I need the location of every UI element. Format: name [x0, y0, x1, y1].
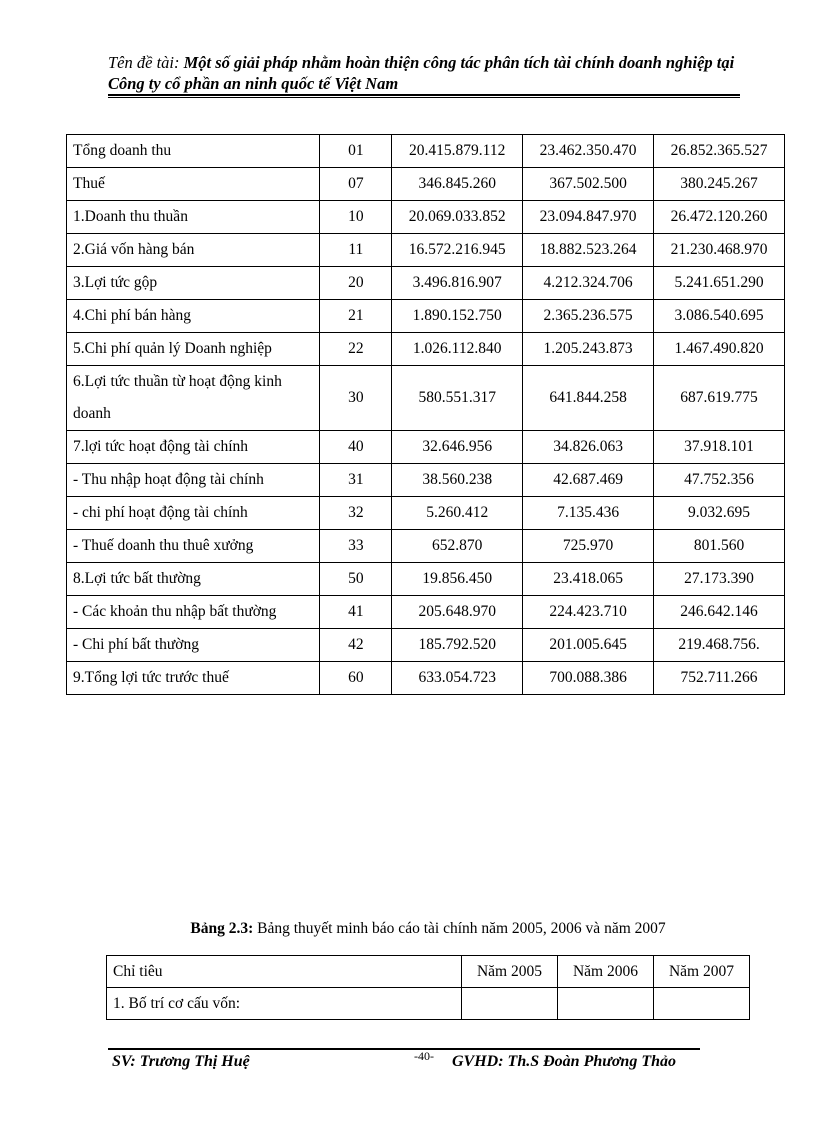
cell-value-2005: 19.856.450	[392, 563, 523, 596]
table-row	[67, 267, 785, 300]
cell-value-2006: 18.882.523.264	[523, 234, 654, 267]
financial-notes-table	[106, 955, 750, 1020]
cell-code: 41	[320, 596, 392, 629]
cell-value-2006: 1.205.243.873	[523, 333, 654, 366]
cell-value-2005: 1.890.152.750	[392, 300, 523, 333]
cell-item: Thuế	[67, 168, 320, 201]
caption-text: Bảng thuyết minh báo cáo tài chính năm 2005, 2006 và năm 2007	[257, 920, 666, 937]
table-row	[67, 662, 785, 695]
cell-item: - Thu nhập hoạt động tài chính	[67, 464, 320, 497]
cell-item: 6.Lợi tức thuần từ hoạt động kinh doanh	[67, 366, 320, 431]
cell-code: 20	[320, 267, 392, 300]
cell-value-2006: 641.844.258	[523, 366, 654, 431]
cell-value-2006: 42.687.469	[523, 464, 654, 497]
page-header	[108, 52, 748, 94]
cell-value-2007: 5.241.651.290	[654, 267, 785, 300]
cell-item: 9.Tổng lợi tức trước thuế	[67, 662, 320, 695]
cell-value-2006	[558, 988, 654, 1020]
cell-value-2005: 652.870	[392, 530, 523, 563]
table-caption	[108, 920, 748, 938]
cell-item: - Thuế doanh thu thuê xưởng	[67, 530, 320, 563]
cell-value-2007: 219.468.756.	[654, 629, 785, 662]
cell-code: 30	[320, 366, 392, 431]
cell-code: 32	[320, 497, 392, 530]
cell-item: - Chi phí bất thường	[67, 629, 320, 662]
table-row	[67, 366, 785, 431]
cell-value-2005: 346.845.260	[392, 168, 523, 201]
cell-item: 4.Chi phí bán hàng	[67, 300, 320, 333]
income-statement-table	[66, 134, 785, 695]
cell-value-2005: 20.415.879.112	[392, 135, 523, 168]
cell-value-2006: 700.088.386	[523, 662, 654, 695]
header-cell-item: Chỉ tiêu	[107, 956, 462, 988]
cell-value-2006: 34.826.063	[523, 431, 654, 464]
cell-item: 1.Doanh thu thuần	[67, 201, 320, 234]
cell-value-2007: 47.752.356	[654, 464, 785, 497]
footer-advisor: GVHD: Th.S Đoàn Phương Thảo	[452, 1053, 676, 1070]
header-label: Tên đề tài:	[108, 53, 180, 72]
cell-code: 31	[320, 464, 392, 497]
cell-value-2006: 201.005.645	[523, 629, 654, 662]
cell-value-2007: 3.086.540.695	[654, 300, 785, 333]
cell-code: 40	[320, 431, 392, 464]
cell-value-2006: 23.418.065	[523, 563, 654, 596]
cell-value-2007: 1.467.490.820	[654, 333, 785, 366]
page-number: -40-	[414, 1049, 434, 1063]
cell-value-2006: 4.212.324.706	[523, 267, 654, 300]
cell-value-2007: 27.173.390	[654, 563, 785, 596]
footer-rule	[108, 1048, 700, 1050]
cell-value-2006: 23.462.350.470	[523, 135, 654, 168]
header-title: Một số giải pháp nhằm hoàn thiện công tác phân tích tài chính doanh nghiệp tại Công ty cổ phần an ninh quốc tế Việt Nam	[108, 53, 735, 93]
table-row	[67, 596, 785, 629]
cell-item: Tổng doanh thu	[67, 135, 320, 168]
table-row	[107, 988, 750, 1020]
cell-value-2006: 367.502.500	[523, 168, 654, 201]
table-row	[67, 629, 785, 662]
cell-value-2005: 185.792.520	[392, 629, 523, 662]
cell-value-2006: 224.423.710	[523, 596, 654, 629]
cell-code: 01	[320, 135, 392, 168]
cell-code: 11	[320, 234, 392, 267]
cell-value-2007: 752.711.266	[654, 662, 785, 695]
header-cell-2005: Năm 2005	[462, 956, 558, 988]
cell-item: 8.Lợi tức bất thường	[67, 563, 320, 596]
table-row	[67, 530, 785, 563]
cell-value-2005	[462, 988, 558, 1020]
cell-code: 60	[320, 662, 392, 695]
cell-code: 33	[320, 530, 392, 563]
cell-value-2007: 26.852.365.527	[654, 135, 785, 168]
cell-value-2007: 26.472.120.260	[654, 201, 785, 234]
cell-value-2007: 380.245.267	[654, 168, 785, 201]
cell-value-2005: 20.069.033.852	[392, 201, 523, 234]
cell-value-2006: 23.094.847.970	[523, 201, 654, 234]
cell-value-2007: 37.918.101	[654, 431, 785, 464]
cell-code: 21	[320, 300, 392, 333]
cell-item: - chi phí hoạt động tài chính	[67, 497, 320, 530]
cell-value-2007	[654, 988, 750, 1020]
cell-code: 22	[320, 333, 392, 366]
cell-value-2007: 9.032.695	[654, 497, 785, 530]
header-cell-2006: Năm 2006	[558, 956, 654, 988]
cell-code: 10	[320, 201, 392, 234]
cell-value-2006: 2.365.236.575	[523, 300, 654, 333]
table-row	[67, 135, 785, 168]
cell-value-2007: 687.619.775	[654, 366, 785, 431]
table-row	[67, 497, 785, 530]
cell-value-2005: 580.551.317	[392, 366, 523, 431]
cell-item: 1. Bố trí cơ cấu vốn:	[107, 988, 462, 1020]
table-row	[67, 168, 785, 201]
cell-value-2005: 3.496.816.907	[392, 267, 523, 300]
cell-value-2005: 5.260.412	[392, 497, 523, 530]
cell-code: 42	[320, 629, 392, 662]
table-row	[67, 563, 785, 596]
cell-value-2005: 205.648.970	[392, 596, 523, 629]
cell-item: - Các khoản thu nhập bất thường	[67, 596, 320, 629]
cell-value-2007: 21.230.468.970	[654, 234, 785, 267]
caption-label: Bảng 2.3:	[190, 920, 254, 937]
cell-value-2007: 801.560	[654, 530, 785, 563]
cell-item: 7.lợi tức hoạt động tài chính	[67, 431, 320, 464]
cell-value-2006: 7.135.436	[523, 497, 654, 530]
table-row	[67, 431, 785, 464]
cell-value-2005: 1.026.112.840	[392, 333, 523, 366]
cell-value-2005: 32.646.956	[392, 431, 523, 464]
cell-item: 5.Chi phí quản lý Doanh nghiệp	[67, 333, 320, 366]
header-cell-2007: Năm 2007	[654, 956, 750, 988]
cell-item: 2.Giá vốn hàng bán	[67, 234, 320, 267]
cell-value-2005: 633.054.723	[392, 662, 523, 695]
cell-value-2005: 16.572.216.945	[392, 234, 523, 267]
table-row	[67, 464, 785, 497]
cell-code: 50	[320, 563, 392, 596]
header-rule	[108, 94, 740, 98]
table-header-row	[107, 956, 750, 988]
cell-value-2006: 725.970	[523, 530, 654, 563]
footer-student: SV: Trương Thị Huệ	[112, 1053, 250, 1070]
cell-value-2007: 246.642.146	[654, 596, 785, 629]
cell-value-2005: 38.560.238	[392, 464, 523, 497]
table-row	[67, 201, 785, 234]
table-row	[67, 300, 785, 333]
table-row	[67, 234, 785, 267]
cell-code: 07	[320, 168, 392, 201]
cell-item: 3.Lợi tức gộp	[67, 267, 320, 300]
table-row	[67, 333, 785, 366]
